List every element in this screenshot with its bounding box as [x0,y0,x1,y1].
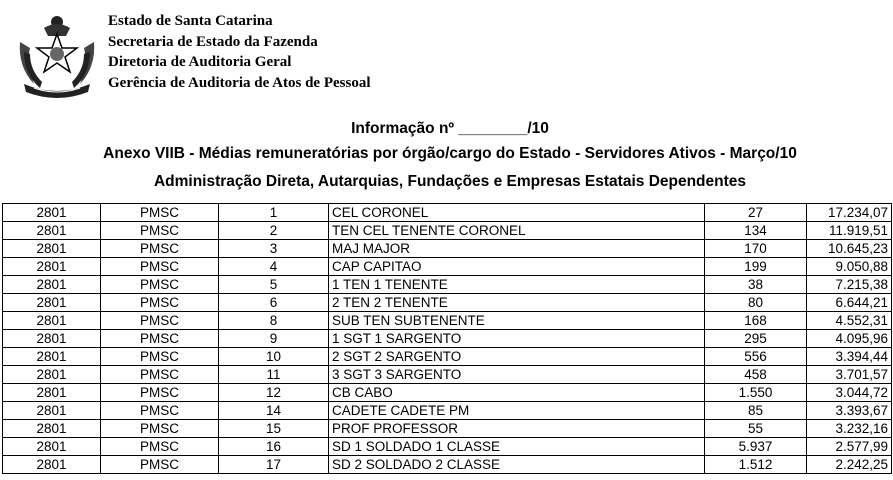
table-row [3,258,892,276]
cell-org: PMSC [101,402,219,420]
cell-number: 16 [219,438,329,456]
table-row [3,420,892,438]
cell-code: 2801 [3,258,101,276]
table-row [3,312,892,330]
cell-code: 2801 [3,330,101,348]
cell-number: 15 [219,420,329,438]
cell-quantity: 55 [705,420,807,438]
cell-position: MAJ MAJOR [329,240,705,258]
cell-number: 8 [219,312,329,330]
header-directorate: Diretoria de Auditoria Geral [108,54,292,70]
cell-quantity: 556 [705,348,807,366]
administration-subtitle: Administração Direta, Autarquias, Fundações e Empresas Estatais Dependentes [153,173,747,190]
table-row [3,456,892,474]
salary-table [2,203,892,474]
table-row [3,330,892,348]
cell-number: 4 [219,258,329,276]
cell-code: 2801 [3,204,101,222]
cell-position: 1 TEN 1 TENENTE [329,276,705,294]
cell-org: PMSC [101,330,219,348]
cell-code: 2801 [3,222,101,240]
cell-position: PROF PROFESSOR [329,420,705,438]
cell-code: 2801 [3,456,101,474]
table-row [3,438,892,456]
table-row [3,222,892,240]
table-row [3,402,892,420]
cell-position: CAP CAPITAO [329,258,705,276]
cell-number: 11 [219,366,329,384]
cell-number: 6 [219,294,329,312]
cell-quantity: 134 [705,222,807,240]
cell-position: 2 TEN 2 TENENTE [329,294,705,312]
cell-code: 2801 [3,276,101,294]
cell-code: 2801 [3,240,101,258]
cell-quantity: 458 [705,366,807,384]
cell-code: 2801 [3,438,101,456]
cell-code: 2801 [3,294,101,312]
cell-number: 12 [219,384,329,402]
cell-average: 2.242,25 [807,456,892,474]
header-secretariat: Secretaria de Estado da Fazenda [108,33,318,50]
cell-quantity: 1.550 [705,384,807,402]
cell-org: PMSC [101,348,219,366]
cell-average: 7.215,38 [807,276,892,294]
cell-quantity: 80 [705,294,807,312]
cell-position: SUB TEN SUBTENENTE [329,312,705,330]
cell-number: 5 [219,276,329,294]
cell-org: PMSC [101,366,219,384]
cell-average: 6.644,21 [807,294,892,312]
cell-org: PMSC [101,312,219,330]
cell-position: CADETE CADETE PM [329,402,705,420]
cell-quantity: 295 [705,330,807,348]
state-coat-of-arms-icon [16,12,98,102]
cell-quantity: 170 [705,240,807,258]
cell-position: TEN CEL TENENTE CORONEL [329,222,705,240]
cell-number: 1 [219,204,329,222]
cell-number: 17 [219,456,329,474]
cell-org: PMSC [101,420,219,438]
table-row [3,366,892,384]
table-row [3,240,892,258]
cell-number: 14 [219,402,329,420]
cell-position: 1 SGT 1 SARGENTO [329,330,705,348]
information-number: Informação nº ________/10 [351,120,549,137]
cell-org: PMSC [101,240,219,258]
cell-number: 2 [219,222,329,240]
cell-average: 3.044,72 [807,384,892,402]
header-management: Gerência de Auditoria de Atos de Pessoal [108,74,371,91]
cell-code: 2801 [3,312,101,330]
cell-code: 2801 [3,384,101,402]
cell-quantity: 27 [705,204,807,222]
cell-position: CB CABO [329,384,705,402]
cell-quantity: 1.512 [705,456,807,474]
cell-code: 2801 [3,348,101,366]
cell-average: 4.095,96 [807,330,892,348]
cell-position: CEL CORONEL [329,204,705,222]
annex-title: Anexo VIIB - Médias remuneratórias por órgão/cargo do Estado - Servidores Ativos - Março/10 [103,145,797,162]
cell-position: SD 1 SOLDADO 1 CLASSE [329,438,705,456]
table-row [3,348,892,366]
cell-code: 2801 [3,366,101,384]
cell-org: PMSC [101,438,219,456]
cell-code: 2801 [3,420,101,438]
agency-header [108,11,371,93]
cell-position: SD 2 SOLDADO 2 CLASSE [329,456,705,474]
cell-average: 17.234,07 [807,204,892,222]
cell-average: 3.393,67 [807,402,892,420]
table-row [3,204,892,222]
cell-average: 9.050,88 [807,258,892,276]
cell-org: PMSC [101,204,219,222]
cell-code: 2801 [3,402,101,420]
cell-position: 2 SGT 2 SARGENTO [329,348,705,366]
cell-number: 10 [219,348,329,366]
cell-average: 3.232,16 [807,420,892,438]
cell-org: PMSC [101,222,219,240]
cell-quantity: 85 [705,402,807,420]
cell-average: 3.394,44 [807,348,892,366]
cell-org: PMSC [101,258,219,276]
cell-average: 4.552,31 [807,312,892,330]
cell-average: 3.701,57 [807,366,892,384]
cell-org: PMSC [101,384,219,402]
cell-number: 9 [219,330,329,348]
cell-position: 3 SGT 3 SARGENTO [329,366,705,384]
cell-average: 11.919,51 [807,222,892,240]
cell-org: PMSC [101,456,219,474]
cell-quantity: 5.937 [705,438,807,456]
cell-org: PMSC [101,294,219,312]
header-state: Estado de Santa Catarina [108,13,273,29]
table-row [3,294,892,312]
table-row [3,276,892,294]
cell-quantity: 168 [705,312,807,330]
cell-quantity: 38 [705,276,807,294]
cell-org: PMSC [101,276,219,294]
table-row [3,384,892,402]
cell-quantity: 199 [705,258,807,276]
cell-number: 3 [219,240,329,258]
cell-average: 10.645,23 [807,240,892,258]
cell-average: 2.577,99 [807,438,892,456]
